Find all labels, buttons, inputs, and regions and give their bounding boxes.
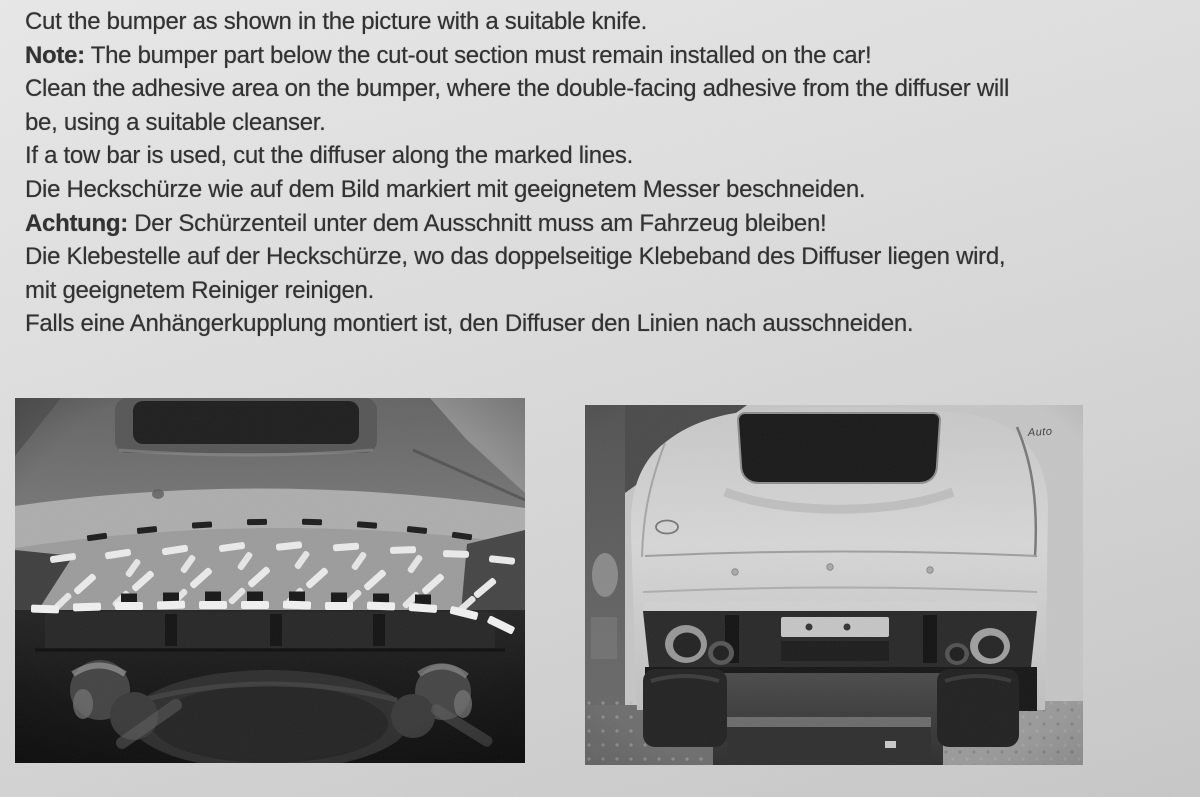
instruction-line bbox=[25, 106, 1185, 140]
instruction-line bbox=[25, 5, 1185, 39]
line-text: mit geeignetem Reiniger reinigen. bbox=[25, 276, 374, 304]
bold-prefix: Achtung: bbox=[25, 209, 128, 237]
instruction-line bbox=[25, 240, 1185, 274]
instruction-line bbox=[25, 307, 1185, 341]
bumper-cut-marking-illustration bbox=[15, 398, 525, 763]
line-text: Die Klebestelle auf der Heckschürze, wo das doppelseitige Klebeband des Diffuser liegen wird, bbox=[25, 243, 1006, 271]
instruction-line bbox=[25, 72, 1185, 106]
instruction-line bbox=[25, 139, 1185, 173]
instruction-line bbox=[25, 274, 1185, 308]
instruction-line bbox=[25, 39, 1185, 73]
line-text: If a tow bar is used, cut the diffuser along the marked lines. bbox=[25, 142, 633, 170]
instruction-text bbox=[25, 5, 1185, 341]
line-text: Clean the adhesive area on the bumper, where the double-facing adhesive from the diffuser will bbox=[25, 75, 1009, 103]
line-text: Falls eine Anhängerkupplung montiert ist, den Diffuser den Linien nach ausschneiden. bbox=[25, 310, 914, 338]
photo-vignette bbox=[585, 405, 1083, 765]
line-text: Cut the bumper as shown in the picture with a suitable knife. bbox=[25, 8, 648, 35]
car-rear-illustration bbox=[585, 405, 1083, 765]
photo-bumper-cut-marking bbox=[15, 398, 525, 763]
bold-prefix: Note: bbox=[25, 41, 85, 69]
photo-vignette bbox=[15, 398, 525, 763]
instruction-line bbox=[25, 207, 1185, 241]
line-text: be, using a suitable cleanser. bbox=[25, 108, 326, 136]
line-text: The bumper part below the cut-out section must remain installed on the car! bbox=[84, 41, 872, 69]
instruction-line bbox=[25, 173, 1185, 207]
line-text: Die Heckschürze wie auf dem Bild markiert mit geeignetem Messer beschneiden. bbox=[25, 175, 866, 203]
line-text: Der Schürzenteil unter dem Ausschnitt muss am Fahrzeug bleiben! bbox=[127, 209, 827, 237]
photo-car-rear-on-lift bbox=[585, 405, 1083, 765]
